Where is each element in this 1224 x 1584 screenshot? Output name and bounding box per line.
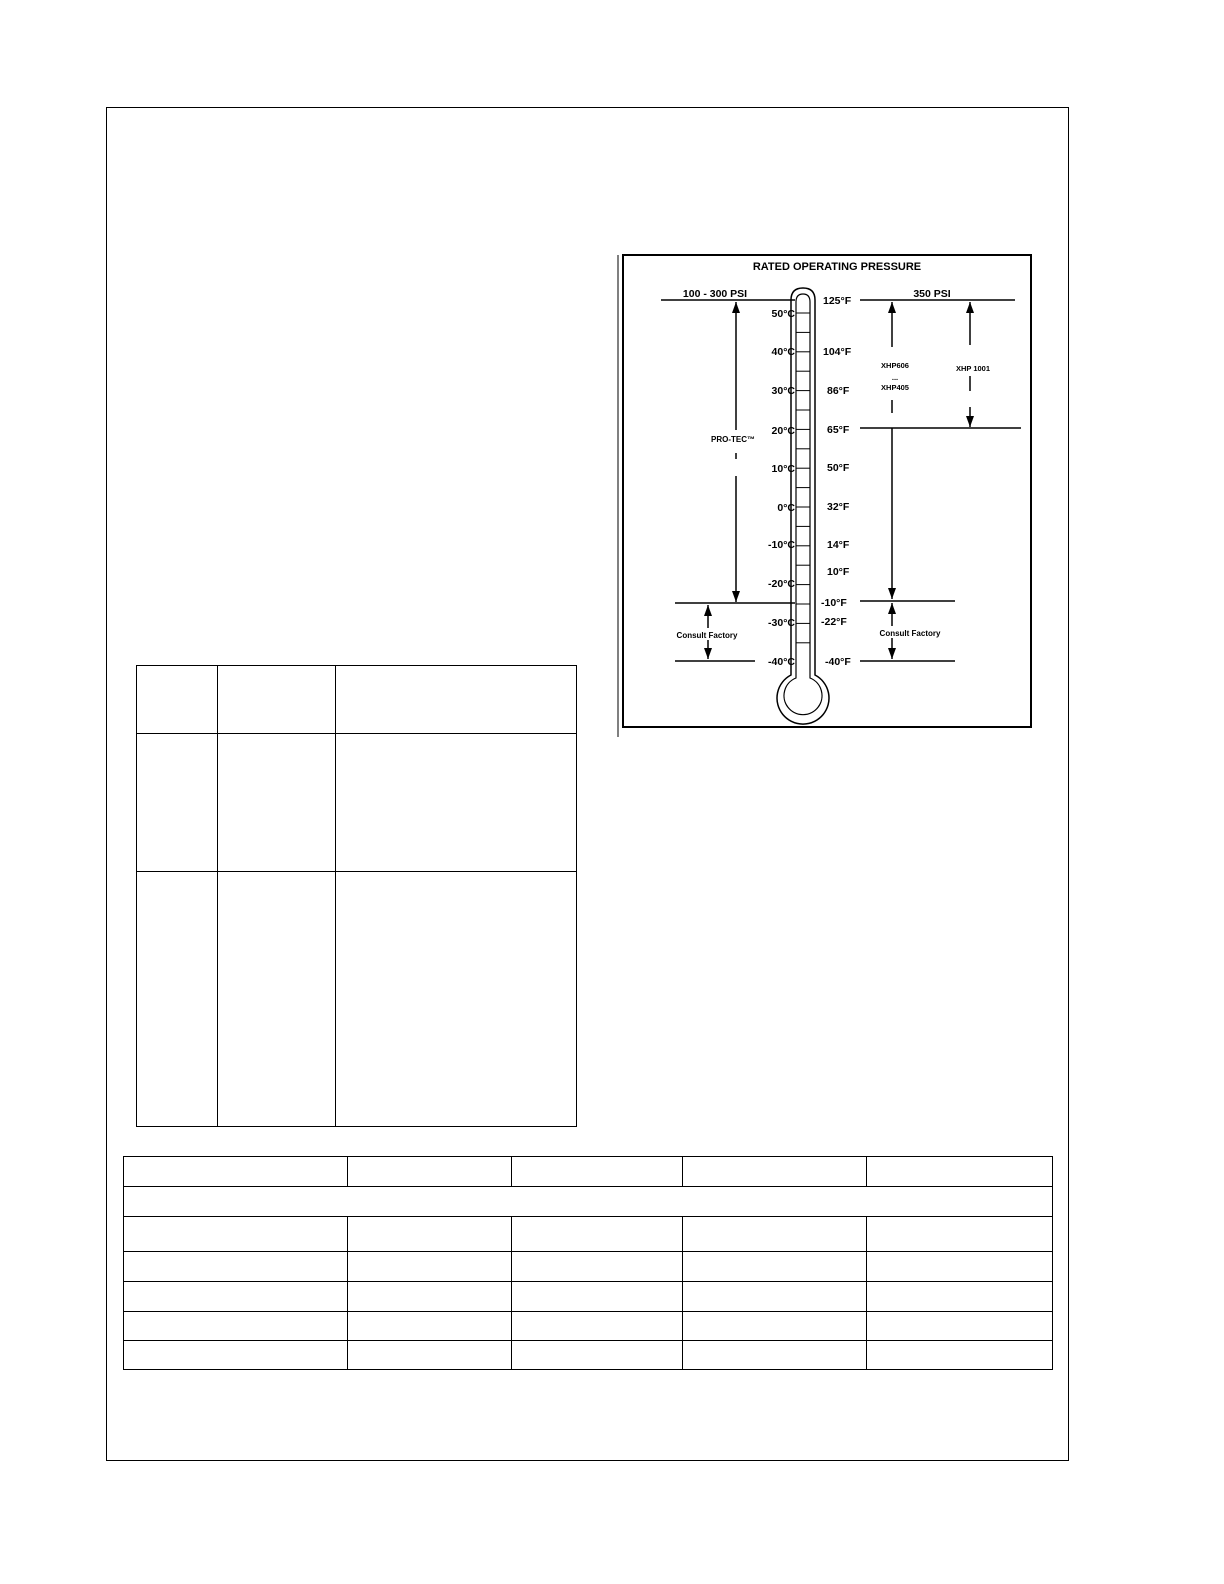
table-cell [336, 734, 577, 872]
celsius-tick-label: 10°C [771, 463, 795, 475]
table-cell [683, 1282, 867, 1312]
celsius-tick-label: 20°C [771, 425, 795, 437]
table-cell [336, 872, 577, 1127]
table-cell [124, 1341, 348, 1370]
table-cell [512, 1341, 683, 1370]
fahrenheit-tick-label: 86°F [827, 385, 850, 397]
table-cell [348, 1157, 512, 1187]
table-cell [348, 1282, 512, 1312]
table-cell [512, 1157, 683, 1187]
table-row [124, 1312, 1053, 1341]
table-cell [683, 1157, 867, 1187]
table-cell [683, 1252, 867, 1282]
fahrenheit-tick-label: 104°F [823, 346, 852, 358]
celsius-tick-label: 0°C [777, 502, 795, 514]
table-cell [348, 1312, 512, 1341]
table-cell [137, 734, 218, 872]
table-cell [683, 1341, 867, 1370]
thermometer-chart [615, 250, 1035, 740]
table-cell [867, 1341, 1053, 1370]
table-cell [348, 1252, 512, 1282]
table-cell [348, 1217, 512, 1252]
table-row [137, 734, 577, 872]
fahrenheit-tick-label: 10°F [827, 566, 850, 578]
table-cell [867, 1157, 1053, 1187]
table-row [124, 1157, 1053, 1187]
table-row [124, 1252, 1053, 1282]
rating-table [123, 1156, 1053, 1370]
table-cell [137, 872, 218, 1127]
specification-table [136, 665, 577, 1127]
table-row [124, 1187, 1053, 1217]
table-cell [867, 1252, 1053, 1282]
fahrenheit-tick-label: 32°F [827, 501, 850, 513]
table-row [137, 666, 577, 734]
table-cell [124, 1187, 1053, 1217]
table-cell [512, 1282, 683, 1312]
table-cell [867, 1217, 1053, 1252]
table-cell [124, 1217, 348, 1252]
xhp606-label: XHP606 [881, 361, 909, 370]
celsius-tick-label: 30°C [771, 385, 795, 397]
celsius-tick-label: -20°C [768, 578, 795, 590]
rated-operating-pressure-figure [615, 250, 1035, 740]
table-cell [124, 1282, 348, 1312]
fahrenheit-tick-label: 65°F [827, 424, 850, 436]
figure-title: RATED OPERATING PRESSURE [752, 261, 922, 273]
celsius-tick-label: 50°C [771, 308, 795, 320]
right-pressure-label: 350 PSI [913, 288, 951, 300]
table-cell [218, 734, 336, 872]
left-pressure-label: 100 - 300 PSI [682, 288, 748, 300]
xhp1001-label: XHP 1001 [955, 364, 991, 373]
table-cell [218, 872, 336, 1127]
fahrenheit-tick-label: 125°F [823, 295, 852, 307]
table-cell [348, 1341, 512, 1370]
table-cell [124, 1157, 348, 1187]
xhp405-label: XHP405 [881, 383, 909, 392]
celsius-tick-label: 40°C [771, 346, 795, 358]
consult-factory-right-label: Consult Factory [879, 629, 941, 638]
celsius-tick-label: -40°C [768, 656, 795, 668]
table-row [124, 1282, 1053, 1312]
table-cell [336, 666, 577, 734]
fahrenheit-tick-label: -10°F [821, 597, 847, 609]
table-row [137, 872, 577, 1127]
celsius-tick-label: -30°C [768, 617, 795, 629]
table-cell [218, 666, 336, 734]
fahrenheit-tick-label: -40°F [825, 656, 851, 668]
table-cell [512, 1217, 683, 1252]
table-cell [867, 1312, 1053, 1341]
table-cell [683, 1217, 867, 1252]
consult-factory-left-label: Consult Factory [676, 631, 738, 640]
xhp-separator: ... [891, 373, 899, 382]
table-cell [683, 1312, 867, 1341]
table-cell [867, 1282, 1053, 1312]
table-cell [512, 1312, 683, 1341]
fahrenheit-tick-label: -22°F [821, 616, 847, 628]
table-row [124, 1217, 1053, 1252]
fahrenheit-tick-label: 50°F [827, 462, 850, 474]
celsius-tick-label: -10°C [768, 539, 795, 551]
table-cell [137, 666, 218, 734]
table-cell [124, 1312, 348, 1341]
table-cell [124, 1252, 348, 1282]
table-cell [512, 1252, 683, 1282]
pro-tec-label: PRO-TEC™ [711, 435, 755, 444]
table-row [124, 1341, 1053, 1370]
fahrenheit-tick-label: 14°F [827, 539, 850, 551]
